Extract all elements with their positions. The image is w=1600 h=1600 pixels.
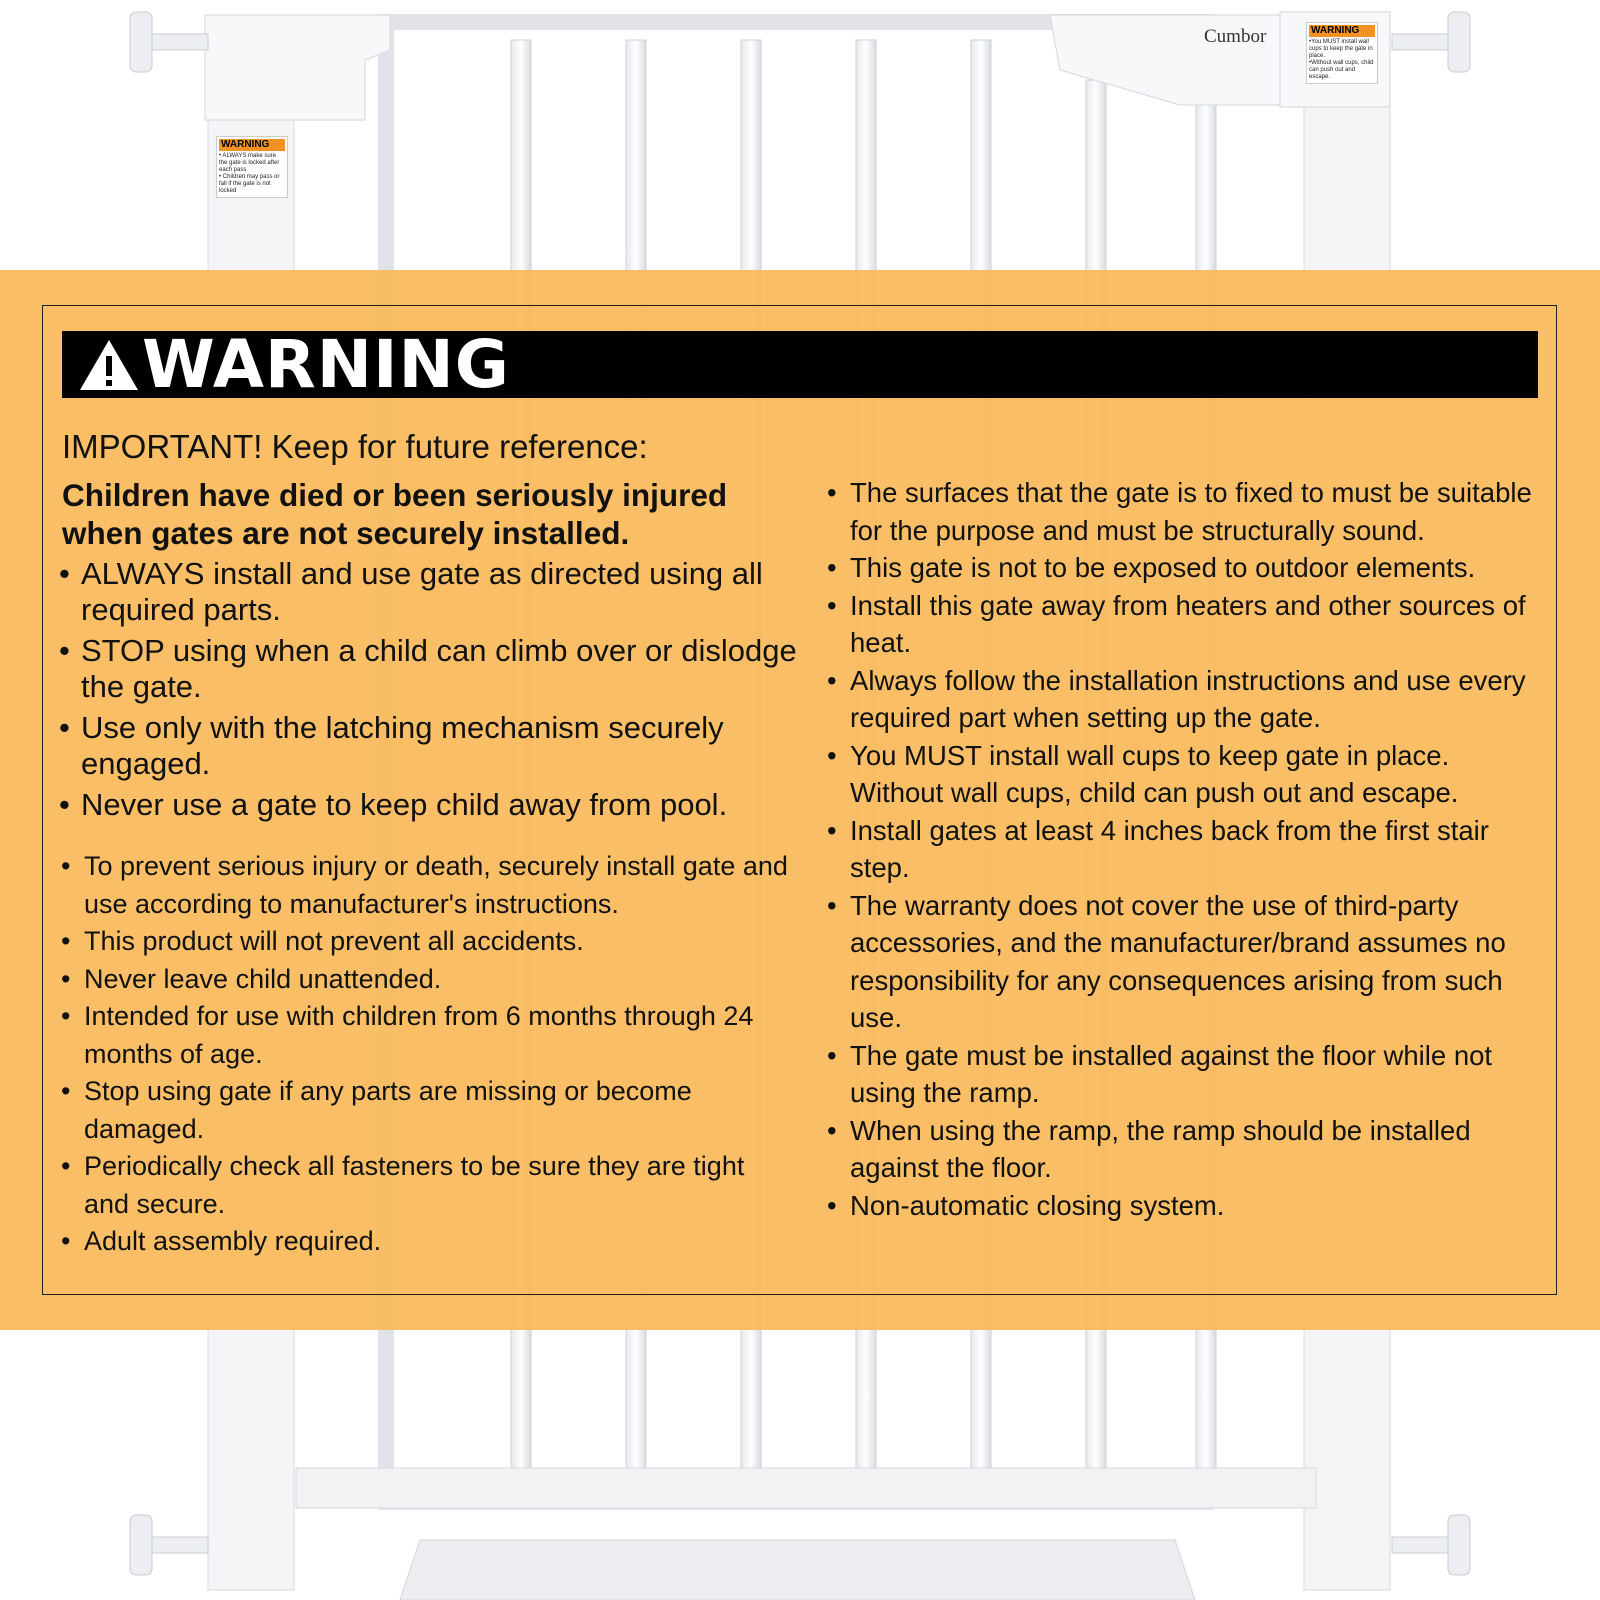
list-item: • The gate must be installed against the floor while not using the ramp. (850, 1037, 1550, 1112)
list-item: • Non-automatic closing system. (850, 1187, 1550, 1225)
lead-statement: Children have died or been seriously injured when gates are not securely installed. (62, 477, 728, 551)
list-item: • When using the ramp, the ramp should be installed against the floor. (850, 1112, 1550, 1187)
gate-warning-sticker-left (216, 136, 288, 198)
sticker-line: •Without wall cups, child can push out and escape. (1309, 60, 1374, 80)
list-item: • This gate is not to be exposed to outdoor elements. (850, 549, 1550, 587)
list-item: • You MUST install wall cups to keep gate in place. Without wall cups, child can push out and escape. (850, 737, 1550, 812)
list-item: • Use only with the latching mechanism securely engaged. (81, 710, 801, 782)
list-item: • STOP using when a child can climb over or dislodge the gate. (81, 633, 801, 705)
sticker-heading: WARNING (1309, 25, 1375, 37)
list-item: • The warranty does not cover the use of third-party accessories, and the manufacturer/brand assumes no responsibility for any consequences arising from such use. (850, 887, 1550, 1037)
list-item: • ALWAYS install and use gate as directed using all required parts. (81, 556, 801, 628)
list-item: • The surfaces that the gate is to fixed to must be suitable for the purpose and must be structurally sound. (850, 474, 1550, 549)
important-note: IMPORTANT! Keep for future reference: (62, 428, 648, 465)
right-warning-list (850, 474, 1550, 1224)
list-item: • Install gates at least 4 inches back from the first stair step. (850, 812, 1550, 887)
list-item: • This product will not prevent all accidents. (84, 923, 794, 961)
list-item: • To prevent serious injury or death, securely install gate and use according to manufacturer's instructions. (84, 848, 794, 923)
list-item: • Always follow the installation instructions and use every required part when setting up the gate. (850, 662, 1550, 737)
gate-warning-sticker-right (1306, 22, 1378, 84)
sticker-heading: WARNING (219, 139, 285, 151)
brand-label: Cumbor (1204, 26, 1267, 47)
list-item: • Stop using gate if any parts are missing or become damaged. (84, 1073, 794, 1148)
list-item: • Intended for use with children from 6 months through 24 months of age. (84, 998, 794, 1073)
list-item: • Never use a gate to keep child away from pool. (81, 787, 801, 823)
secondary-warning-list (84, 848, 794, 1261)
sticker-line: •You MUST install wall cups to keep the gate in place. (1309, 39, 1373, 59)
list-item: • Install this gate away from heaters and other sources of heat. (850, 587, 1550, 662)
warning-title: WARNING (142, 325, 510, 403)
primary-warning-list (81, 556, 801, 828)
warning-triangle-icon (78, 338, 140, 392)
sticker-line: • ALWAYS make sure the gate is locked after each pass (219, 153, 280, 173)
list-item: • Periodically check all fasteners to be sure they are tight and secure. (84, 1148, 794, 1223)
warning-header (62, 325, 1538, 403)
list-item: • Adult assembly required. (84, 1223, 794, 1261)
list-item: • Never leave child unattended. (84, 961, 794, 999)
sticker-line: • Children may pass or fall if the gate is not locked (219, 174, 280, 194)
